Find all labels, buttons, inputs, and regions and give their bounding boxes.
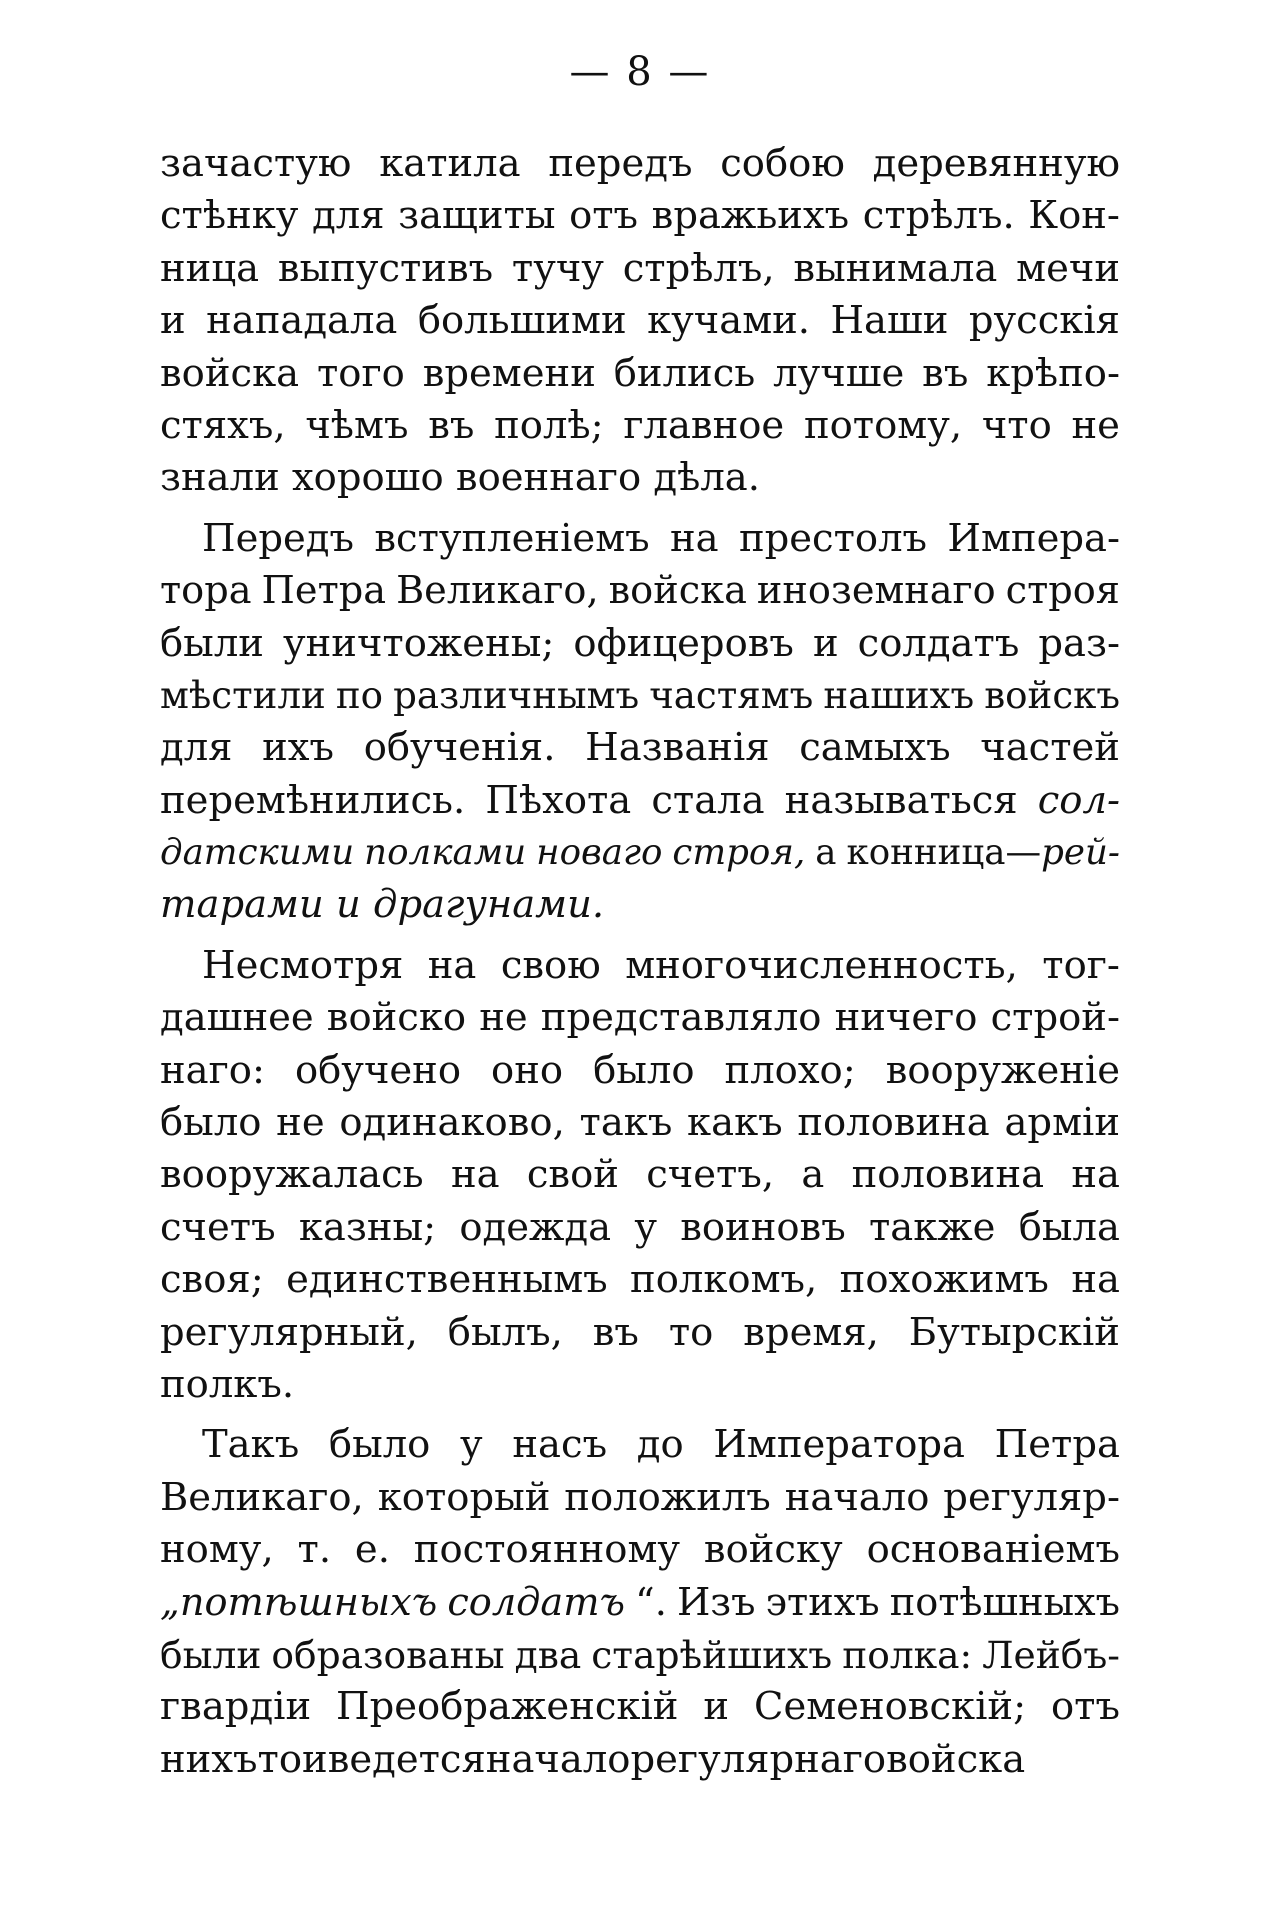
word: на (427, 942, 477, 988)
text-line (160, 940, 1120, 992)
word: свою (500, 942, 601, 988)
word: одежда (459, 1204, 612, 1250)
text-line (160, 1577, 1120, 1629)
paragraph (160, 513, 1120, 932)
text-line (160, 1359, 1120, 1411)
text-line (160, 1734, 1120, 1786)
word: мечи (1016, 245, 1120, 291)
word: что (981, 402, 1052, 448)
word: регуляр- (943, 1474, 1120, 1520)
word: положилъ (564, 1474, 771, 1520)
word: было (328, 1422, 431, 1468)
word: частей (980, 725, 1120, 771)
word: мѣстили (160, 673, 326, 717)
word: Императора (713, 1422, 965, 1468)
word: “. (635, 1579, 667, 1625)
text-line (160, 1202, 1120, 1254)
word: стала (651, 777, 765, 823)
word: стрѣлъ, (622, 245, 775, 291)
italic-word: датскими (160, 832, 355, 874)
word: этихъ (765, 1579, 880, 1625)
text-line (160, 1045, 1120, 1097)
word: уничтожены; (282, 620, 555, 666)
word: того (316, 350, 405, 396)
word: было (160, 1100, 262, 1146)
word: то (668, 1309, 714, 1355)
word: тора (160, 568, 252, 614)
word: полѣ; (494, 402, 604, 448)
text-line (160, 452, 1120, 504)
text-line (160, 1149, 1120, 1201)
paragraph-gap (160, 1411, 1120, 1419)
text-line (160, 879, 1120, 931)
word: на (1071, 1257, 1120, 1303)
word: русскія (968, 298, 1120, 344)
word: стрѣлъ. (862, 193, 1015, 239)
word: и (703, 1684, 730, 1730)
word: катила (379, 141, 521, 186)
word: ница (160, 245, 260, 291)
text-line (160, 1629, 1120, 1681)
word: начало (485, 1736, 631, 1782)
word: называться (784, 777, 1018, 823)
text-line (160, 348, 1120, 400)
text-line (160, 138, 1120, 190)
word: половина (851, 1152, 1045, 1198)
word: вражьихъ (651, 193, 850, 239)
text-line (160, 1254, 1120, 1306)
word: Несмотря (202, 942, 404, 988)
text-line (160, 775, 1120, 827)
italic-word: новаго (536, 832, 663, 874)
text-line (160, 827, 1120, 879)
word: счетъ (160, 1204, 276, 1250)
word: Изъ (676, 1579, 756, 1625)
italic-word: полками (364, 832, 527, 874)
word: нихъ (160, 1736, 258, 1782)
word: казны; (298, 1204, 437, 1250)
italic-word: солдатъ (447, 1579, 626, 1625)
word: отъ (1050, 1684, 1120, 1730)
word: регулярный, (160, 1309, 418, 1355)
paragraph (160, 138, 1120, 505)
word: тог- (1042, 942, 1120, 988)
text-line (160, 1307, 1120, 1359)
word: войска (160, 350, 300, 396)
word: воиновъ (680, 1204, 846, 1250)
word: войска (608, 568, 747, 614)
text-line (160, 1524, 1120, 1576)
word: и (160, 298, 186, 344)
word: ному, (160, 1527, 274, 1573)
text-line (160, 1097, 1120, 1149)
word: единственнымъ (286, 1257, 608, 1303)
word: не (1071, 402, 1120, 448)
text-line (160, 190, 1120, 242)
word: е. (354, 1527, 390, 1573)
word: одинаково, (339, 1100, 565, 1146)
text-line (160, 513, 1120, 565)
word: полка: (842, 1632, 973, 1677)
word: обученія. (363, 725, 556, 771)
word: арміи (1004, 1100, 1120, 1146)
word: полкомъ, (630, 1257, 818, 1303)
paragraph (160, 1419, 1120, 1786)
text-line (160, 400, 1120, 452)
word: войскъ (984, 673, 1120, 717)
word: то (257, 1736, 303, 1782)
word: образованы (271, 1632, 505, 1677)
word: бились (613, 350, 756, 396)
text-line (160, 722, 1120, 774)
word: регулярнаго (630, 1736, 887, 1782)
word: также (868, 1204, 996, 1250)
text-line (160, 618, 1120, 670)
word: многочисленность, (625, 942, 1018, 988)
word: вынимала (793, 245, 998, 291)
word: для (312, 193, 385, 239)
word: выпустивъ (277, 245, 494, 291)
word: въ (922, 350, 969, 396)
word: Наши (830, 298, 949, 344)
word: вступленіемъ (374, 515, 650, 561)
word: и (812, 620, 839, 666)
word: ихъ (262, 725, 335, 771)
paragraph-gap (160, 505, 1120, 513)
word: раз- (1038, 620, 1120, 666)
word: насъ (512, 1422, 608, 1468)
word: войску (703, 1527, 843, 1573)
word: различнымъ (393, 673, 640, 717)
word: престолъ (738, 515, 928, 561)
word: крѣпо- (986, 350, 1120, 396)
word: потому, (803, 402, 963, 448)
word: Лейбъ- (982, 1632, 1120, 1677)
word: потѣшныхъ (889, 1579, 1120, 1625)
word: были (160, 1632, 262, 1677)
word: своя; (160, 1257, 264, 1303)
word: Бутырскій (908, 1309, 1120, 1355)
word: для (160, 725, 233, 771)
word: на (1071, 1152, 1120, 1198)
word: частямъ (649, 673, 814, 717)
word: свой (526, 1152, 619, 1198)
word: конница—рей- (846, 832, 1120, 874)
word: а (815, 832, 837, 874)
page-text (160, 138, 1120, 1786)
word: строй- (990, 995, 1120, 1041)
word: который (377, 1474, 551, 1520)
word: Петра (261, 568, 387, 614)
word: Великаго, (396, 568, 599, 614)
word: собою (720, 141, 845, 186)
word: вооруженіе (885, 1047, 1120, 1093)
italic-word: сол- (1037, 777, 1120, 823)
word: не (276, 1100, 325, 1146)
word: т. (297, 1527, 332, 1573)
word: а (801, 1152, 825, 1198)
word: перемѣнились. (160, 777, 466, 823)
text-line (160, 243, 1120, 295)
word: у (460, 1422, 483, 1468)
word: Кон- (1028, 193, 1120, 239)
word: большими (417, 298, 627, 344)
word: Петра (994, 1422, 1120, 1468)
word: стяхъ, (160, 402, 286, 448)
text-line (160, 1681, 1120, 1733)
word: наго: (160, 1047, 265, 1093)
word: старѣйшихъ (591, 1632, 833, 1677)
word: главное (623, 402, 785, 448)
text-line (160, 565, 1120, 617)
text-line (160, 1419, 1120, 1471)
word: самыхъ (799, 725, 951, 771)
word: не (479, 995, 528, 1041)
word: ведется (327, 1736, 486, 1782)
word: полкъ. (160, 1361, 295, 1407)
paragraph-gap (160, 932, 1120, 940)
word: время, (743, 1309, 879, 1355)
word: оно (491, 1047, 564, 1093)
page-number: — 8 — (569, 49, 711, 95)
word: въ (428, 402, 475, 448)
word: кучами. (647, 298, 811, 344)
word: счетъ, (646, 1152, 775, 1198)
word: въ (592, 1309, 639, 1355)
word: какъ (687, 1100, 783, 1146)
word: лучше (773, 350, 905, 396)
word: Импера- (947, 515, 1120, 561)
paragraph (160, 940, 1120, 1412)
word: былъ, (447, 1309, 563, 1355)
word: офицеровъ (573, 620, 794, 666)
word: дашнее (160, 995, 314, 1041)
word: два (514, 1632, 582, 1677)
word: войско (326, 995, 467, 1041)
word: солдатъ (857, 620, 1020, 666)
word: Названія (585, 725, 770, 771)
text-line (160, 1472, 1120, 1524)
word: нашихъ (823, 673, 975, 717)
word: Великаго, (160, 1474, 364, 1520)
word: похожимъ (839, 1257, 1049, 1303)
word: плохо; (724, 1047, 856, 1093)
word: зачастую (160, 141, 352, 186)
word: до (636, 1422, 684, 1468)
word: знали хорошо военнаго дѣла. (160, 455, 760, 501)
word: такъ (579, 1100, 673, 1146)
word: передъ (548, 141, 693, 186)
word: стѣнку (160, 193, 299, 239)
word: отъ (569, 193, 639, 239)
word: войска (886, 1736, 1026, 1782)
word: обучено (294, 1047, 462, 1093)
word: Преображенскій (336, 1684, 679, 1730)
word: вооружалась (160, 1152, 424, 1198)
word: основаніемъ (866, 1527, 1120, 1573)
word: Такъ (202, 1422, 300, 1468)
word: Пѣхота (485, 777, 632, 823)
word: начало (784, 1474, 930, 1520)
word: времени (422, 350, 596, 396)
word: нападала (206, 298, 398, 344)
word: по (335, 673, 384, 717)
word: половина (797, 1100, 990, 1146)
text-line (160, 670, 1120, 722)
word: чѣмъ (305, 402, 409, 448)
word: ничего (834, 995, 978, 1041)
word: защиты (398, 193, 556, 239)
word: представляло (540, 995, 822, 1041)
word: гвардіи (160, 1684, 312, 1730)
word: Семеновскій; (753, 1684, 1027, 1730)
word: тучу (511, 245, 604, 291)
text-line (160, 295, 1120, 347)
text-line (160, 992, 1120, 1044)
word: Передъ (202, 515, 354, 561)
word: были (160, 620, 264, 666)
word: постоянному (413, 1527, 681, 1573)
italic-word: строя, (672, 832, 806, 874)
italic-word: тарами и драгунами. (160, 882, 605, 928)
word: была (1018, 1204, 1120, 1250)
word: на (450, 1152, 500, 1198)
word: было (593, 1047, 695, 1093)
word: и (302, 1736, 328, 1782)
word: у (634, 1204, 657, 1250)
word: на (669, 515, 719, 561)
word: строя (1005, 568, 1120, 614)
italic-word: „потѣшныхъ (160, 1579, 438, 1625)
word: деревянную (872, 141, 1120, 186)
word: иноземнаго (756, 568, 996, 614)
